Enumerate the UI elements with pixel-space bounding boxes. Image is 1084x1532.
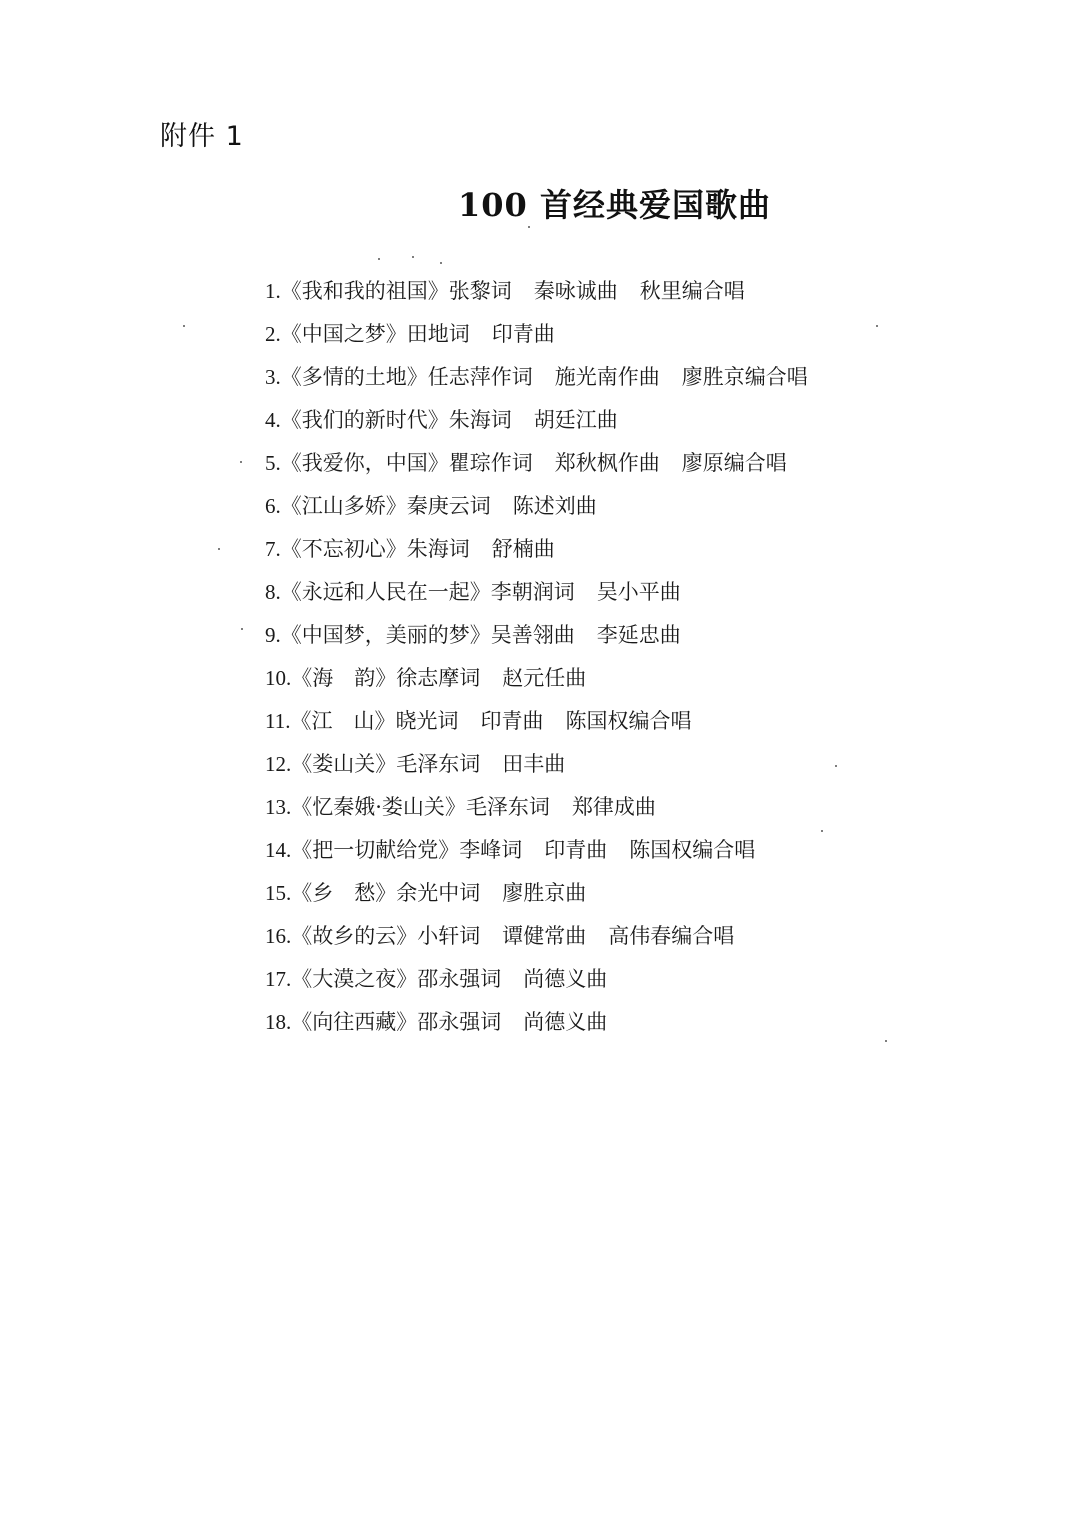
song-credit: 朱海词 bbox=[448, 408, 512, 432]
song-number: 6. bbox=[265, 494, 281, 518]
song-number: 2. bbox=[265, 322, 281, 346]
song-title: 《我爱你，中国》 bbox=[280, 451, 449, 475]
song-number: 1. bbox=[265, 279, 281, 303]
song-number: 12. bbox=[265, 752, 292, 776]
scan-speck bbox=[378, 258, 380, 260]
song-title: 《乡 愁》 bbox=[291, 881, 397, 905]
song-credit: 陈述刘曲 bbox=[512, 494, 597, 518]
song-credit: 尚德义曲 bbox=[523, 1010, 608, 1034]
song-credit: 高伟春编合唱 bbox=[608, 924, 735, 948]
song-title: 《娄山关》 bbox=[291, 752, 397, 776]
song-title: 《江 山》 bbox=[290, 709, 396, 733]
scan-speck bbox=[183, 325, 185, 327]
scan-speck bbox=[876, 325, 878, 327]
song-number: 8. bbox=[265, 580, 281, 604]
scan-speck bbox=[885, 1040, 887, 1042]
song-credit: 胡廷江曲 bbox=[533, 408, 618, 432]
song-credit: 余光中词 bbox=[396, 881, 481, 905]
list-item bbox=[265, 658, 830, 701]
song-number: 7. bbox=[265, 537, 281, 561]
song-credit: 李延忠曲 bbox=[596, 623, 681, 647]
song-list bbox=[265, 271, 830, 1045]
song-credit: 徐志摩词 bbox=[396, 666, 481, 690]
list-item bbox=[265, 701, 830, 744]
scan-speck bbox=[412, 256, 414, 258]
song-credit: 赵元任曲 bbox=[502, 666, 587, 690]
list-item bbox=[265, 744, 830, 787]
song-title: 《中国之梦》 bbox=[280, 322, 407, 346]
song-number: 10. bbox=[265, 666, 292, 690]
song-credit: 印青曲 bbox=[480, 709, 544, 733]
song-title: 《不忘初心》 bbox=[280, 537, 407, 561]
song-credit: 李朝润词 bbox=[490, 580, 575, 604]
song-number: 16. bbox=[265, 924, 292, 948]
song-credit: 毛泽东词 bbox=[396, 752, 481, 776]
song-credit: 邵永强词 bbox=[417, 967, 502, 991]
song-credit: 秦庚云词 bbox=[406, 494, 491, 518]
song-credit: 任志萍作词 bbox=[427, 365, 533, 389]
song-number: 13. bbox=[265, 795, 292, 819]
list-item bbox=[265, 443, 830, 486]
song-credit: 尚德义曲 bbox=[523, 967, 608, 991]
song-title: 《多情的土地》 bbox=[280, 365, 428, 389]
list-item bbox=[265, 271, 830, 314]
list-item bbox=[265, 486, 830, 529]
song-credit: 邵永强词 bbox=[417, 1010, 502, 1034]
song-credit: 施光南作曲 bbox=[554, 365, 660, 389]
song-credit: 吴善翎曲 bbox=[490, 623, 575, 647]
song-credit: 印青曲 bbox=[491, 322, 555, 346]
list-item bbox=[265, 314, 830, 357]
list-item bbox=[265, 787, 830, 830]
song-credit: 秦咏诚曲 bbox=[533, 279, 618, 303]
list-item bbox=[265, 916, 830, 959]
song-credit: 舒楠曲 bbox=[491, 537, 555, 561]
list-item bbox=[265, 615, 830, 658]
song-number: 14. bbox=[265, 838, 292, 862]
scan-speck bbox=[241, 628, 243, 630]
scan-speck bbox=[240, 461, 242, 463]
song-credit: 小轩词 bbox=[417, 924, 481, 948]
song-credit: 秋里编合唱 bbox=[639, 279, 745, 303]
song-credit: 吴小平曲 bbox=[596, 580, 681, 604]
song-number: 9. bbox=[265, 623, 281, 647]
scan-speck bbox=[821, 830, 823, 832]
song-credit: 郑律成曲 bbox=[571, 795, 656, 819]
list-item bbox=[265, 529, 830, 572]
song-title: 《永远和人民在一起》 bbox=[280, 580, 491, 604]
song-title: 《我和我的祖国》 bbox=[280, 279, 449, 303]
song-credit: 郑秋枫作曲 bbox=[554, 451, 660, 475]
song-number: 17. bbox=[265, 967, 292, 991]
list-item bbox=[265, 830, 830, 873]
list-item bbox=[265, 873, 830, 916]
song-title: 《向往西藏》 bbox=[291, 1010, 418, 1034]
song-credit: 廖胜京编合唱 bbox=[681, 365, 808, 389]
song-title: 《把一切献给党》 bbox=[291, 838, 460, 862]
song-title: 《中国梦，美丽的梦》 bbox=[280, 623, 491, 647]
song-credit: 李峰词 bbox=[459, 838, 523, 862]
song-title: 《故乡的云》 bbox=[291, 924, 418, 948]
song-number: 18. bbox=[265, 1010, 292, 1034]
song-credit: 晓光词 bbox=[395, 709, 459, 733]
song-number: 15. bbox=[265, 881, 292, 905]
song-title: 《忆秦娥·娄山关》 bbox=[291, 795, 466, 819]
scan-speck bbox=[218, 548, 220, 550]
song-credit: 谭健常曲 bbox=[502, 924, 587, 948]
song-title: 《大漠之夜》 bbox=[291, 967, 418, 991]
song-title: 《我们的新时代》 bbox=[280, 408, 449, 432]
list-item bbox=[265, 1002, 830, 1045]
song-number: 5. bbox=[265, 451, 281, 475]
attachment-label: 附件 1 bbox=[160, 121, 244, 152]
song-number: 4. bbox=[265, 408, 281, 432]
song-number: 3. bbox=[265, 365, 281, 389]
song-credit: 瞿琮作词 bbox=[448, 451, 533, 475]
list-item bbox=[265, 959, 830, 1002]
song-credit: 张黎词 bbox=[448, 279, 512, 303]
song-credit: 廖原编合唱 bbox=[681, 451, 787, 475]
song-title: 《海 韵》 bbox=[291, 666, 397, 690]
scan-speck bbox=[835, 765, 837, 767]
page-title: 100 首经典爱国歌曲 bbox=[458, 186, 771, 224]
list-item bbox=[265, 400, 830, 443]
song-credit: 朱海词 bbox=[406, 537, 470, 561]
scan-speck bbox=[528, 226, 530, 228]
song-title: 《江山多娇》 bbox=[280, 494, 407, 518]
song-credit: 印青曲 bbox=[544, 838, 608, 862]
song-credit: 廖胜京曲 bbox=[502, 881, 587, 905]
song-credit: 田丰曲 bbox=[502, 752, 566, 776]
list-item bbox=[265, 357, 830, 400]
song-credit: 陈国权编合唱 bbox=[565, 709, 692, 733]
scan-speck bbox=[440, 262, 442, 264]
list-item bbox=[265, 572, 830, 615]
song-credit: 陈国权编合唱 bbox=[629, 838, 756, 862]
song-credit: 田地词 bbox=[406, 322, 470, 346]
song-number: 11. bbox=[265, 709, 291, 733]
song-credit: 毛泽东词 bbox=[465, 795, 550, 819]
